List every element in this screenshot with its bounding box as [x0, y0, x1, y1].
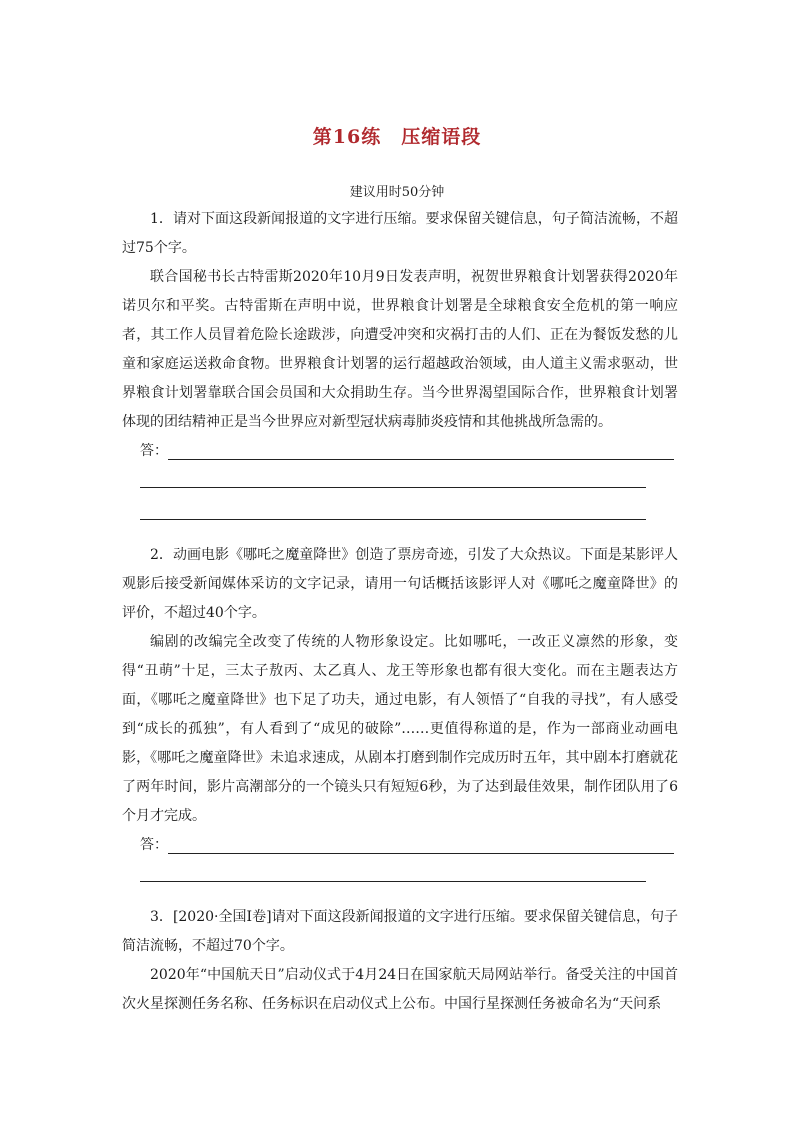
question-3-prompt: 3．[2020·全国Ⅰ卷]请对下面这段新闻报道的文字进行压缩。要求保留关键信息，句子简洁流畅，不超过70个字。 [122, 909, 678, 954]
suggested-time: 建议用时50分钟 [349, 185, 445, 200]
page-title: 第16练 压缩语段 [312, 126, 482, 148]
answer-line [168, 853, 674, 854]
question-2-passage: 编剧的改编完全改变了传统的人物形象设定。比如哪吒，一改正义凛然的形象，变得“丑萌”十足，三太子敖丙、太乙真人、龙王等形象也都有很大变化。而在主题表达方面，《哪吒之魔童降世》也下足了功夫，通过电影，有人领悟了“自我的寻找”，有人感受到“成长的孤独”，有人看到了“成见的破除”……更值得称道的是，作为一部商业动画电影，《哪吒之魔童降世》未追求速成，从剧本打磨到制作完成历时五年，其中剧本打磨就花了两年时间，影片高潮部分的一个镜头只有短短6秒，为了达到最佳效果，制作团队用了6个月才完成。 [122, 634, 678, 824]
answer-line [122, 861, 678, 893]
document-body [122, 205, 678, 1019]
answer-line [122, 467, 678, 499]
question-1-passage: 联合国秘书长古特雷斯2020年10月9日发表声明，祝贺世界粮食计划署获得2020年诺贝尔和平奖。古特雷斯在声明中说，世界粮食计划署是全球粮食安全危机的第一响应者，其工作人员冒着危险长途跋涉，向遭受冲突和灾祸打击的人们、正在为餐饭发愁的儿童和家庭运送救命食物。世界粮食计划署的运行超越政治领域，由人道主义需求驱动，世界粮食计划署靠联合国会员国和大众捐助生存。当今世界渴望国际合作，世界粮食计划署体现的团结精神正是当今世界应对新型冠状病毒肺炎疫情和其他挑战所急需的。 [122, 269, 678, 430]
answer-line [168, 459, 674, 460]
answer-line [122, 499, 678, 531]
answer-label: 答： [140, 837, 168, 853]
question-2-prompt: 2．动画电影《哪吒之魔童降世》创造了票房奇迹，引发了大众热议。下面是某影评人观影后接受新闻媒体采访的文字记录，请用一句话概括该影评人对《哪吒之魔童降世》的评价，不超过40个字。 [122, 547, 678, 621]
question-1-answer-area[interactable] [122, 437, 678, 467]
question-1-prompt: 1．请对下面这段新闻报道的文字进行压缩。要求保留关键信息，句子简洁流畅，不超过75个字。 [122, 211, 678, 256]
question-3-passage: 2020年“中国航天日”启动仪式于4月24日在国家航天局网站举行。备受关注的中国首次火星探测任务名称、任务标识在启动仪式上公布。中国行星探测任务被命名为“天问系 [122, 967, 678, 1012]
question-2-answer-area[interactable] [122, 831, 678, 861]
answer-label: 答： [140, 443, 168, 459]
